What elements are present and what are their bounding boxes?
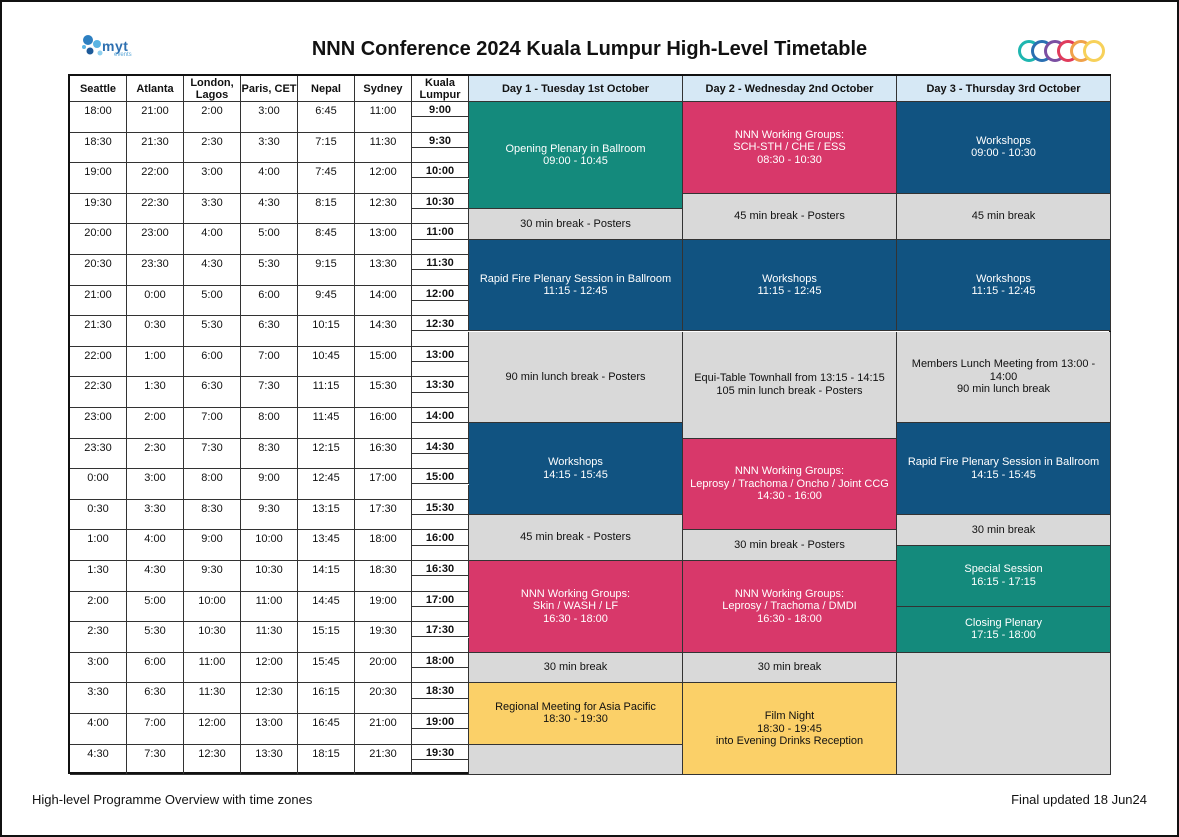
logo-wordmark: myt	[102, 38, 129, 54]
kl-half-cell	[412, 760, 469, 775]
time-cell: 15:45	[298, 653, 355, 684]
time-cell: 4:30	[70, 745, 127, 776]
session-block	[683, 439, 897, 531]
timetable-grid	[68, 74, 1111, 774]
kl-half-cell	[412, 148, 469, 163]
time-cell: 6:30	[127, 683, 184, 714]
time-cell: 1:30	[127, 377, 184, 408]
time-cell: 13:30	[241, 745, 298, 776]
kl-time-cell: 19:30	[412, 745, 469, 760]
time-cell: 12:00	[184, 714, 241, 745]
session-text-line: 45 min break - Posters	[520, 531, 631, 544]
kl-half-cell	[412, 607, 469, 622]
time-cell: 21:00	[355, 714, 412, 745]
kl-half-cell	[412, 117, 469, 132]
day-header-2: Day 2 - Wednesday 2nd October	[683, 76, 897, 102]
time-cell: 19:30	[70, 194, 127, 225]
kl-time-cell: 16:30	[412, 561, 469, 576]
time-cell: 19:00	[355, 592, 412, 623]
time-cell: 21:00	[70, 286, 127, 317]
kl-time-cell: 10:00	[412, 163, 469, 178]
time-cell: 14:45	[298, 592, 355, 623]
time-cell: 9:45	[298, 286, 355, 317]
session-text-line: 30 min break	[543, 661, 608, 674]
session-text-line: Closing Plenary	[964, 616, 1043, 629]
time-cell: 5:00	[184, 286, 241, 317]
time-cell: 4:30	[184, 255, 241, 286]
kl-time-cell: 11:00	[412, 224, 469, 239]
time-cell: 23:00	[127, 224, 184, 255]
kl-half-cell	[412, 515, 469, 530]
kl-time-cell: 14:00	[412, 408, 469, 423]
time-cell: 18:30	[70, 133, 127, 164]
time-cell: 12:30	[241, 683, 298, 714]
session-block	[683, 194, 897, 240]
session-text-line: Workshops	[976, 134, 1031, 147]
time-cell: 22:00	[70, 347, 127, 378]
time-cell: 5:30	[241, 255, 298, 286]
kl-time-cell: 9:30	[412, 133, 469, 148]
time-cell: 3:30	[241, 133, 298, 164]
session-block	[683, 561, 897, 653]
session-text-line: Workshops	[548, 456, 603, 469]
time-cell: 7:30	[241, 377, 298, 408]
time-cell: 18:30	[355, 561, 412, 592]
session-block	[469, 240, 683, 332]
session-text-line: 09:00 - 10:45	[543, 155, 608, 168]
session-text-line: 30 min break - Posters	[520, 217, 631, 230]
kl-half-cell	[412, 729, 469, 744]
session-text-line: SCH-STH / CHE / ESS	[733, 141, 846, 154]
time-cell: 20:30	[70, 255, 127, 286]
session-text-line: Workshops	[762, 272, 817, 285]
tz-header-sydney: Sydney	[355, 76, 412, 102]
session-block	[683, 102, 897, 194]
time-cell: 1:00	[127, 347, 184, 378]
time-cell: 15:30	[355, 377, 412, 408]
time-cell: 3:30	[127, 500, 184, 531]
footer-right: Final updated 18 Jun24	[1011, 792, 1147, 807]
time-cell: 17:30	[355, 500, 412, 531]
kl-time-cell: 18:30	[412, 683, 469, 698]
session-text-line: 30 min break	[971, 523, 1036, 536]
session-text-line: 11:15 - 12:45	[757, 285, 822, 298]
session-block	[897, 515, 1111, 546]
time-cell: 23:00	[70, 408, 127, 439]
time-cell: 20:00	[70, 224, 127, 255]
session-block	[683, 240, 897, 332]
time-cell: 8:00	[184, 469, 241, 500]
session-text-line: 90 min lunch break	[957, 383, 1050, 396]
kl-half-cell	[412, 209, 469, 224]
kl-half-cell	[412, 576, 469, 591]
brand-circle-icon	[1083, 40, 1105, 62]
time-cell: 3:30	[70, 683, 127, 714]
time-cell: 10:30	[184, 622, 241, 653]
session-block	[683, 683, 897, 775]
time-cell: 18:15	[298, 745, 355, 776]
session-text-line: 14:15 - 15:45	[971, 468, 1036, 481]
time-cell: 23:30	[70, 439, 127, 470]
session-text-line: NNN Working Groups:	[734, 587, 845, 600]
time-cell: 8:00	[241, 408, 298, 439]
tz-header-paris-cet: Paris, CET	[241, 76, 298, 102]
session-text-line: 30 min break	[757, 661, 822, 674]
time-cell: 10:30	[241, 561, 298, 592]
time-cell: 4:30	[127, 561, 184, 592]
session-block	[469, 653, 683, 684]
kl-half-cell	[412, 332, 469, 347]
time-cell: 12:30	[184, 745, 241, 776]
session-block	[469, 102, 683, 209]
time-cell: 11:30	[355, 133, 412, 164]
time-cell: 21:30	[70, 316, 127, 347]
time-cell: 19:00	[70, 163, 127, 194]
time-cell: 12:45	[298, 469, 355, 500]
kl-time-cell: 12:30	[412, 316, 469, 331]
time-cell: 5:30	[184, 316, 241, 347]
session-text-line: Members Lunch Meeting from 13:00 - 14:00	[911, 358, 1096, 383]
kl-time-cell: 10:30	[412, 194, 469, 209]
kl-time-cell: 13:30	[412, 377, 469, 392]
time-cell: 22:30	[127, 194, 184, 225]
time-cell: 4:00	[241, 163, 298, 194]
time-cell: 10:15	[298, 316, 355, 347]
session-block	[897, 546, 1111, 607]
time-cell: 6:00	[241, 286, 298, 317]
time-cell: 0:30	[127, 316, 184, 347]
session-text-line: 30 min break - Posters	[734, 538, 845, 551]
time-cell: 4:00	[184, 224, 241, 255]
time-cell: 14:00	[355, 286, 412, 317]
footer-left: High-level Programme Overview with time zones	[32, 792, 313, 807]
session-text-line: 09:00 - 10:30	[971, 147, 1036, 160]
time-cell: 7:45	[298, 163, 355, 194]
session-text-line: NNN Working Groups:	[520, 587, 631, 600]
kl-half-cell	[412, 454, 469, 469]
time-cell: 21:30	[355, 745, 412, 776]
time-cell: 7:00	[241, 347, 298, 378]
kl-half-cell	[412, 668, 469, 683]
time-cell: 13:15	[298, 500, 355, 531]
time-cell: 0:00	[70, 469, 127, 500]
session-text-line: 105 min lunch break - Posters	[716, 384, 863, 397]
time-cell: 8:15	[298, 194, 355, 225]
kl-half-cell	[412, 179, 469, 194]
kl-half-cell	[412, 240, 469, 255]
time-cell: 10:00	[241, 530, 298, 561]
time-cell: 21:00	[127, 102, 184, 133]
session-block	[897, 102, 1111, 194]
time-cell: 11:30	[241, 622, 298, 653]
time-cell: 2:00	[70, 592, 127, 623]
session-text-line: 18:30 - 19:30	[543, 713, 608, 726]
session-block	[897, 653, 1111, 775]
time-cell: 7:15	[298, 133, 355, 164]
kl-time-cell: 17:00	[412, 592, 469, 607]
kl-time-cell: 18:00	[412, 653, 469, 668]
kl-half-cell	[412, 393, 469, 408]
time-cell: 16:15	[298, 683, 355, 714]
time-cell: 8:45	[298, 224, 355, 255]
time-cell: 2:30	[70, 622, 127, 653]
session-block	[469, 683, 683, 744]
session-text-line: 17:15 - 18:00	[971, 629, 1036, 642]
time-cell: 7:30	[127, 745, 184, 776]
time-cell: 9:30	[184, 561, 241, 592]
time-cell: 11:00	[241, 592, 298, 623]
kl-time-cell: 13:00	[412, 347, 469, 362]
day-header-1: Day 1 - Tuesday 1st October	[469, 76, 683, 102]
session-text-line: NNN Working Groups:	[734, 128, 845, 141]
session-text-line: Rapid Fire Plenary Session in Ballroom	[479, 272, 672, 285]
kl-half-cell	[412, 638, 469, 653]
tz-header-atlanta: Atlanta	[127, 76, 184, 102]
time-cell: 2:30	[127, 439, 184, 470]
kl-half-cell	[412, 485, 469, 500]
kl-half-cell	[412, 362, 469, 377]
time-cell: 9:00	[241, 469, 298, 500]
time-cell: 20:30	[355, 683, 412, 714]
tz-header-nepal: Nepal	[298, 76, 355, 102]
session-text-line: 11:15 - 12:45	[971, 285, 1036, 298]
time-cell: 23:30	[127, 255, 184, 286]
kl-time-cell: 15:00	[412, 469, 469, 484]
session-block	[897, 194, 1111, 240]
time-cell: 10:00	[184, 592, 241, 623]
time-cell: 2:00	[184, 102, 241, 133]
session-text-line: 45 min break - Posters	[734, 209, 845, 222]
session-text-line: Special Session	[964, 563, 1043, 576]
time-cell: 18:00	[355, 530, 412, 561]
time-cell: 11:30	[184, 683, 241, 714]
time-cell: 19:30	[355, 622, 412, 653]
session-block	[469, 332, 683, 424]
time-cell: 12:00	[355, 163, 412, 194]
time-cell: 6:30	[184, 377, 241, 408]
time-cell: 3:00	[127, 469, 184, 500]
time-cell: 3:30	[184, 194, 241, 225]
kl-half-cell	[412, 699, 469, 714]
session-text-line: 16:30 - 18:00	[543, 612, 608, 625]
session-block	[897, 240, 1111, 332]
time-cell: 13:45	[298, 530, 355, 561]
time-cell: 12:15	[298, 439, 355, 470]
time-cell: 16:00	[355, 408, 412, 439]
time-cell: 11:15	[298, 377, 355, 408]
kl-half-cell	[412, 270, 469, 285]
session-text-line: 08:30 - 10:30	[757, 153, 822, 166]
time-cell: 5:30	[127, 622, 184, 653]
tz-header-seattle: Seattle	[70, 76, 127, 102]
page-title: NNN Conference 2024 Kuala Lumpur High-Level Timetable	[311, 38, 868, 60]
session-block	[469, 209, 683, 240]
session-block	[897, 607, 1111, 653]
logo-subtext: events	[114, 52, 132, 58]
session-text-line: 11:15 - 12:45	[543, 285, 608, 298]
kl-time-cell: 19:00	[412, 714, 469, 729]
session-text-line: NNN Working Groups:	[734, 465, 845, 478]
time-cell: 8:30	[241, 439, 298, 470]
time-cell: 22:30	[70, 377, 127, 408]
session-block	[469, 515, 683, 561]
time-cell: 6:30	[241, 316, 298, 347]
time-cell: 18:00	[70, 102, 127, 133]
time-cell: 5:00	[127, 592, 184, 623]
session-block	[683, 332, 897, 439]
tz-header-kuala-lumpur: Kuala Lumpur	[412, 76, 469, 102]
time-cell: 12:00	[241, 653, 298, 684]
time-cell: 3:00	[70, 653, 127, 684]
brand-circles-logo	[1018, 40, 1102, 62]
session-text-line: Leprosy / Trachoma / Oncho / Joint CCG	[690, 477, 889, 490]
session-text-line: 14:15 - 15:45	[543, 468, 608, 481]
time-cell: 20:00	[355, 653, 412, 684]
kl-time-cell: 17:30	[412, 622, 469, 637]
time-cell: 22:00	[127, 163, 184, 194]
kl-time-cell: 16:00	[412, 530, 469, 545]
session-block	[897, 332, 1111, 424]
time-cell: 4:30	[241, 194, 298, 225]
time-cell: 2:30	[184, 133, 241, 164]
time-cell: 6:00	[127, 653, 184, 684]
session-text-line: Rapid Fire Plenary Session in Ballroom	[907, 456, 1100, 469]
time-cell: 13:00	[355, 224, 412, 255]
session-text-line: into Evening Drinks Reception	[715, 735, 864, 748]
kl-half-cell	[412, 546, 469, 561]
session-text-line: Equi-Table Townhall from 13:15 - 14:15	[694, 372, 885, 385]
time-cell: 7:00	[184, 408, 241, 439]
session-block	[683, 530, 897, 561]
time-cell: 16:45	[298, 714, 355, 745]
time-cell: 9:15	[298, 255, 355, 286]
time-cell: 9:30	[241, 500, 298, 531]
time-cell: 11:00	[355, 102, 412, 133]
time-cell: 13:30	[355, 255, 412, 286]
time-cell: 1:00	[70, 530, 127, 561]
session-text-line: 14:30 - 16:00	[757, 490, 822, 503]
kl-time-cell: 11:30	[412, 255, 469, 270]
tz-header-london-lagos: London, Lagos	[184, 76, 241, 102]
time-cell: 17:00	[355, 469, 412, 500]
time-cell: 1:30	[70, 561, 127, 592]
kl-time-cell: 14:30	[412, 439, 469, 454]
session-text-line: 16:15 - 17:15	[971, 575, 1036, 588]
time-cell: 10:45	[298, 347, 355, 378]
kl-time-cell: 15:30	[412, 500, 469, 515]
day-header-3: Day 3 - Thursday 3rd October	[897, 76, 1111, 102]
session-text-line: 16:30 - 18:00	[757, 612, 822, 625]
kl-half-cell	[412, 301, 469, 316]
kl-time-cell: 9:00	[412, 102, 469, 117]
session-block	[683, 653, 897, 684]
time-cell: 14:30	[355, 316, 412, 347]
time-cell: 3:00	[241, 102, 298, 133]
session-text-line: Regional Meeting for Asia Pacific	[495, 700, 656, 713]
time-cell: 7:30	[184, 439, 241, 470]
time-cell: 16:30	[355, 439, 412, 470]
time-cell: 3:00	[184, 163, 241, 194]
time-cell: 0:00	[127, 286, 184, 317]
kl-half-cell	[412, 423, 469, 438]
session-text-line: 90 min lunch break - Posters	[505, 370, 646, 383]
kl-time-cell: 12:00	[412, 286, 469, 301]
session-text-line: 45 min break	[971, 209, 1036, 222]
session-text-line: 18:30 - 19:45	[757, 722, 822, 735]
time-cell: 0:30	[70, 500, 127, 531]
time-cell: 11:00	[184, 653, 241, 684]
time-cell: 6:45	[298, 102, 355, 133]
session-text-line: Workshops	[976, 272, 1031, 285]
time-cell: 2:00	[127, 408, 184, 439]
session-block	[897, 423, 1111, 515]
session-text-line: Skin / WASH / LF	[532, 600, 619, 613]
session-text-line: Opening Plenary in Ballroom	[505, 142, 646, 155]
time-cell: 8:30	[184, 500, 241, 531]
time-cell: 15:00	[355, 347, 412, 378]
time-cell: 12:30	[355, 194, 412, 225]
session-block	[469, 423, 683, 515]
session-block	[469, 561, 683, 653]
time-cell: 11:45	[298, 408, 355, 439]
session-block	[469, 745, 683, 776]
time-cell: 21:30	[127, 133, 184, 164]
time-cell: 13:00	[241, 714, 298, 745]
time-cell: 14:15	[298, 561, 355, 592]
session-text-line: Film Night	[764, 710, 815, 723]
time-cell: 15:15	[298, 622, 355, 653]
time-cell: 7:00	[127, 714, 184, 745]
time-cell: 5:00	[241, 224, 298, 255]
time-cell: 9:00	[184, 530, 241, 561]
time-cell: 4:00	[70, 714, 127, 745]
time-cell: 4:00	[127, 530, 184, 561]
session-text-line: Leprosy / Trachoma / DMDI	[722, 600, 857, 613]
time-cell: 6:00	[184, 347, 241, 378]
